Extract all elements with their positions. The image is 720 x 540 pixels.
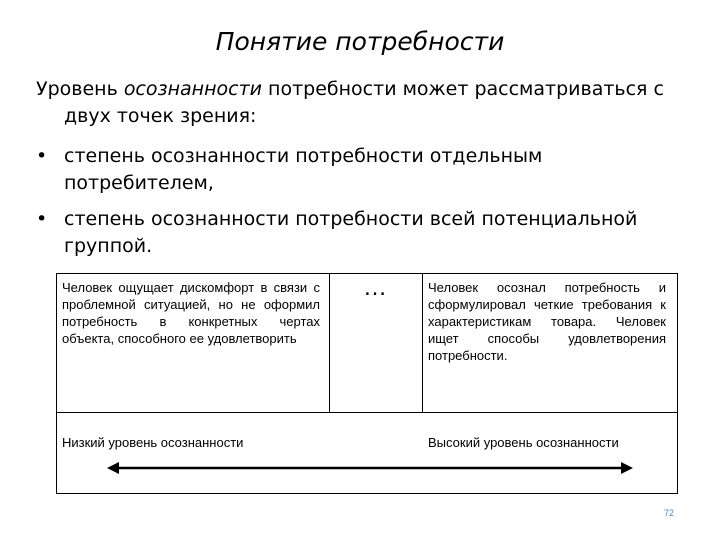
awareness-diagram bbox=[56, 273, 678, 494]
intro-prefix: Уровень bbox=[36, 78, 124, 100]
bullet-marker-1: • bbox=[36, 145, 48, 167]
intro-suffix: потребности может рассматриваться с bbox=[262, 78, 664, 100]
high-awareness-description: Человек осознал потребность и сформулировал четкие требования к характеристикам товара. Человек ищет способы удовлетворения потребности. bbox=[428, 280, 666, 363]
double-arrow-icon bbox=[107, 461, 633, 475]
divider-right bbox=[422, 274, 423, 412]
divider-left bbox=[329, 274, 330, 412]
bullet-2-line2: группой. bbox=[64, 235, 153, 257]
low-awareness-label: Низкий уровень осознанности bbox=[62, 435, 244, 450]
slide-title: Понятие потребности bbox=[215, 27, 505, 56]
intro-emphasis: осознанности bbox=[123, 78, 263, 100]
bullet-item-1 bbox=[36, 143, 686, 197]
page-number: 72 bbox=[664, 508, 675, 518]
intro-line2: двух точек зрения: bbox=[64, 105, 257, 127]
bullet-1-line1: степень осознанности потребности отдельным bbox=[64, 145, 543, 167]
ellipsis: … bbox=[363, 274, 387, 301]
bullet-2-line1: степень осознанности потребности всей потенциальной bbox=[64, 208, 638, 230]
bullet-marker-2: • bbox=[36, 208, 48, 230]
bullet-item-2 bbox=[36, 206, 686, 260]
high-awareness-label: Высокий уровень осознанности bbox=[428, 435, 619, 450]
divider-horizontal bbox=[57, 412, 677, 413]
bullet-1-line2: потребителем, bbox=[64, 172, 214, 194]
intro-paragraph bbox=[36, 76, 686, 130]
low-awareness-description: Человек ощущает дискомфорт в связи с проблемной ситуацией, но не оформил потребность в конкретных чертах объекта, способного ее удовлетворить bbox=[62, 280, 320, 346]
